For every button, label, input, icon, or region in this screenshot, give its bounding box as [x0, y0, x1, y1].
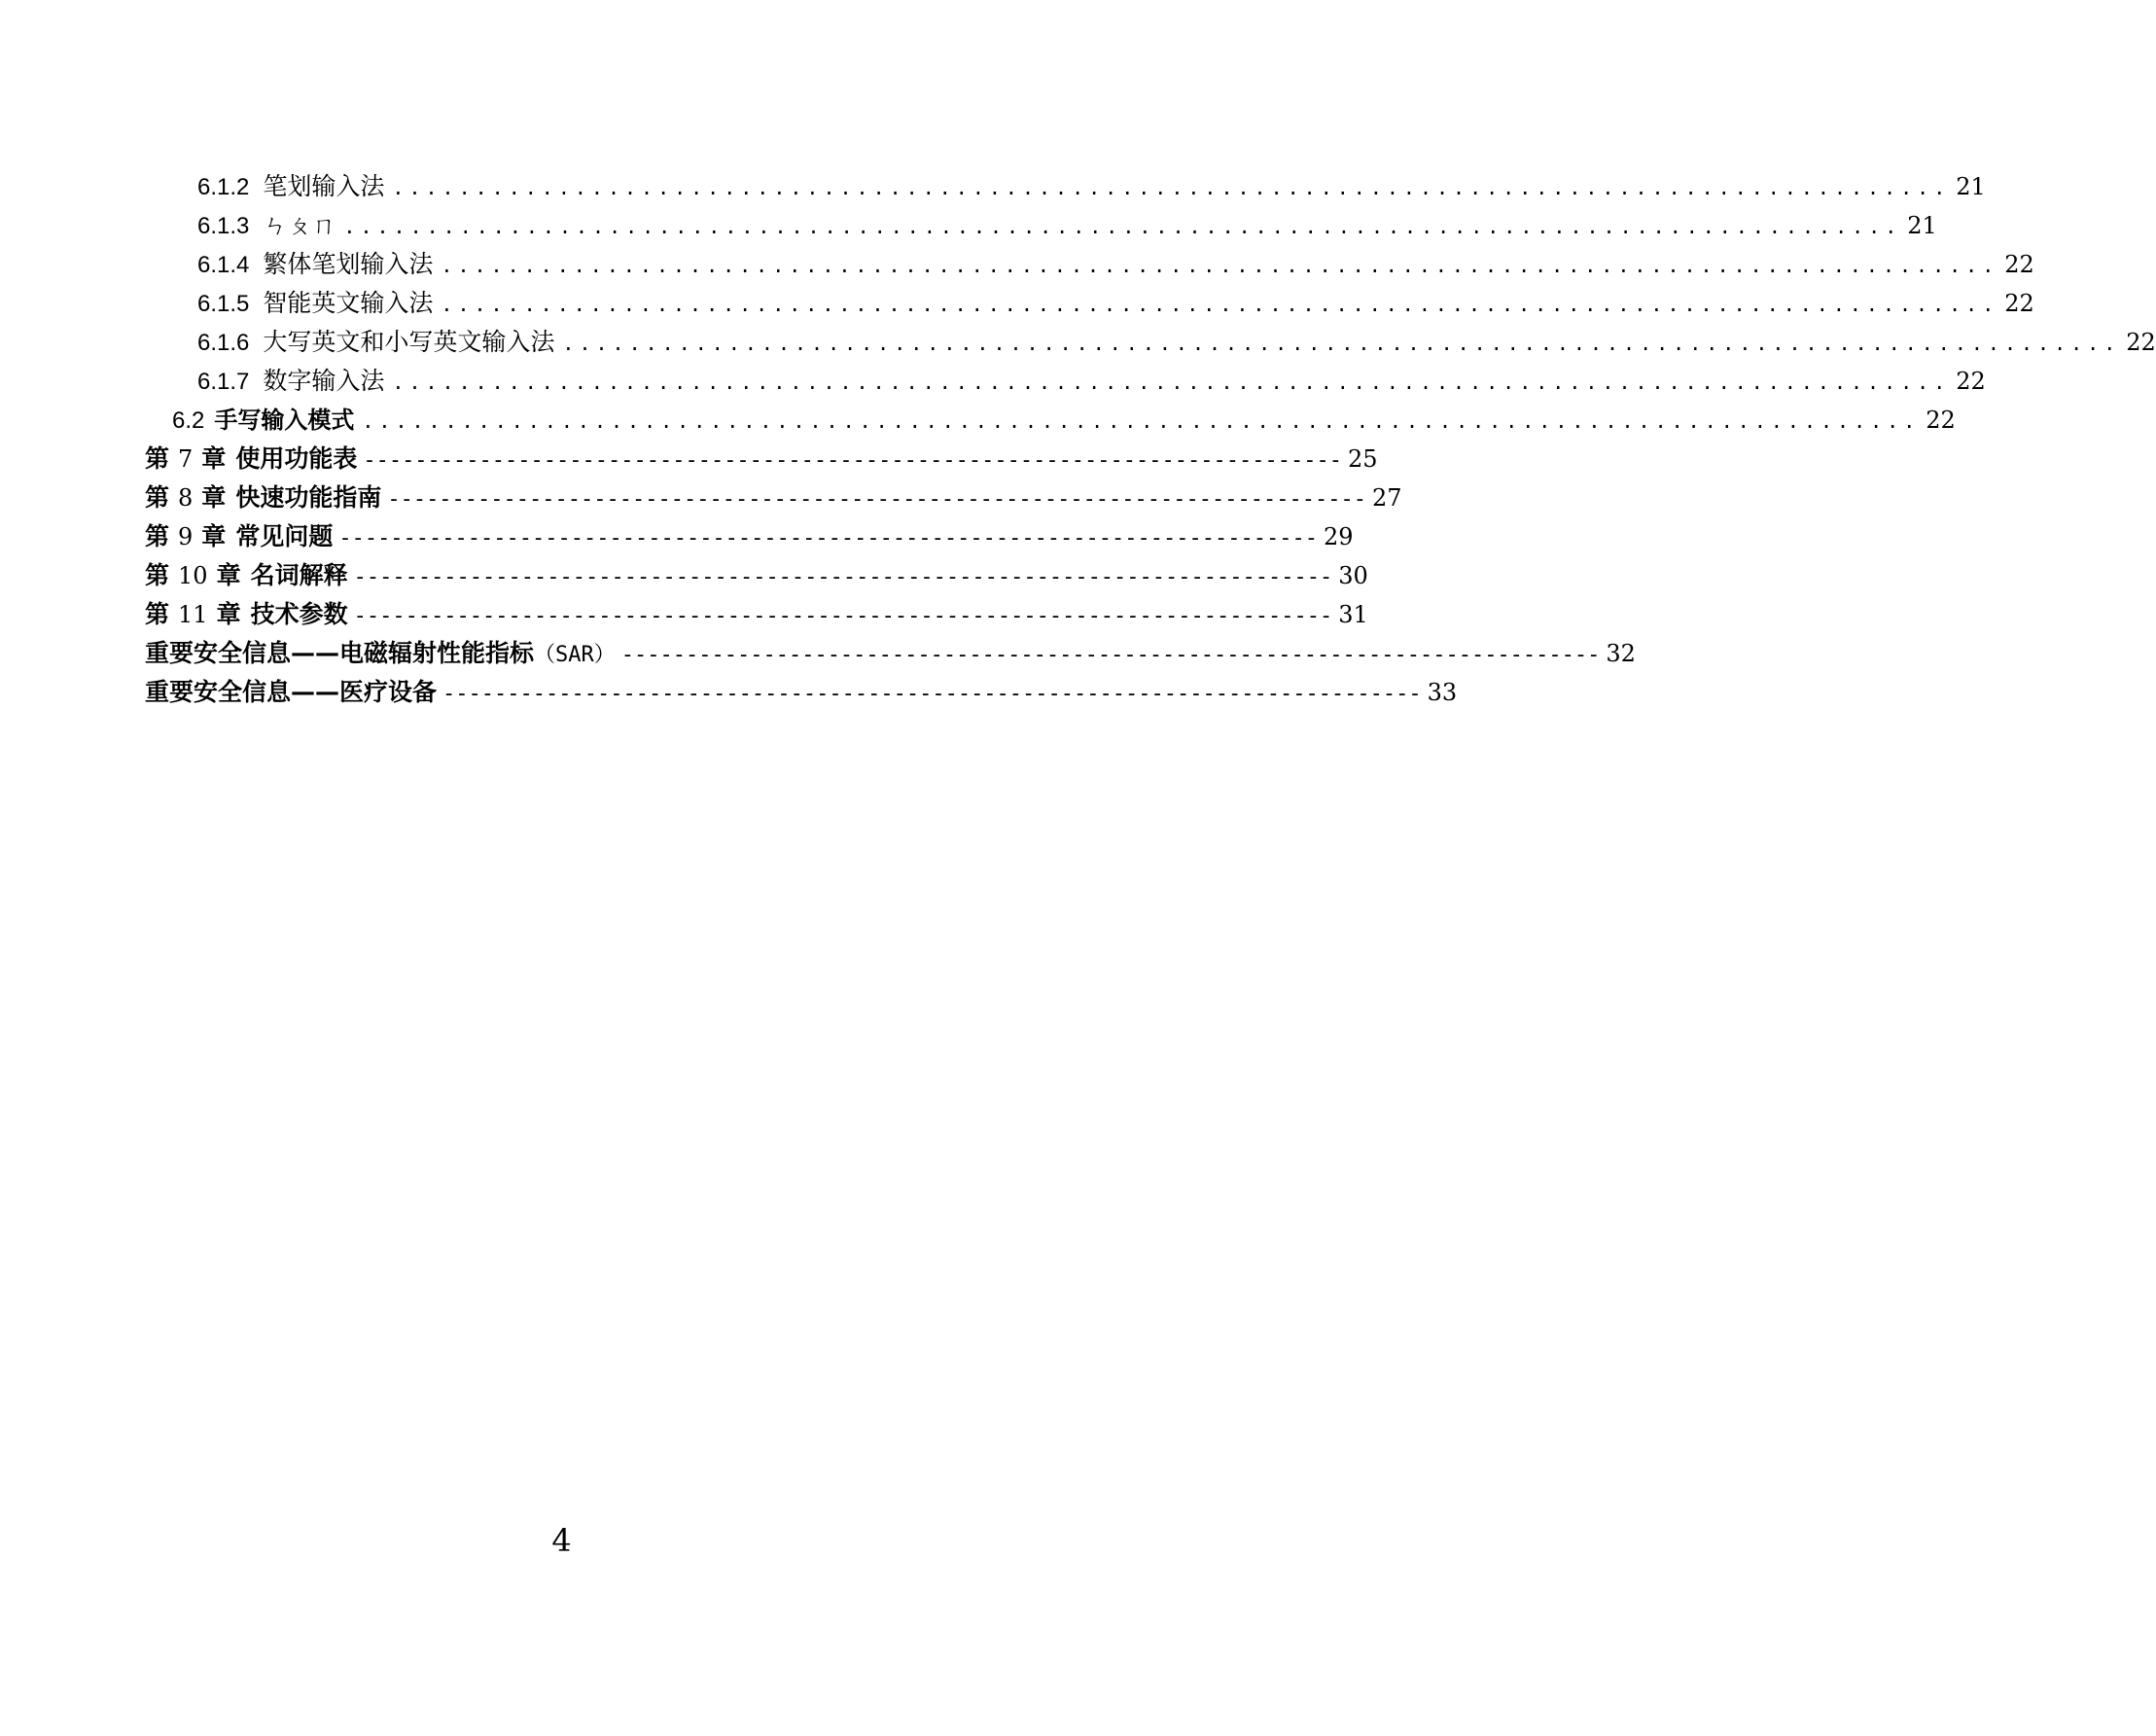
- toc-safety-medical[interactable]: [145, 673, 1458, 712]
- entry-page: 22: [1926, 407, 1956, 434]
- sar-label: （SAR）: [534, 643, 616, 667]
- toc-safety-sar[interactable]: [145, 634, 1636, 673]
- dot-leader: ..............................................................................................: [562, 332, 2121, 355]
- safety-title-text: 重要安全信息——电磁辐射性能指标: [145, 639, 535, 667]
- chapter-suffix: 章: [216, 600, 241, 628]
- chapter-page: 29: [1323, 523, 1354, 550]
- toc-entry-6-1-2[interactable]: [197, 167, 1986, 206]
- dash-leader: ----------------------------------------------------------------------------: [442, 682, 1422, 706]
- entry-title: 繁体笔划输入法: [263, 250, 434, 278]
- chapter-page: 30: [1338, 562, 1368, 589]
- safety-page: 32: [1606, 640, 1636, 667]
- entry-number: 6.1.6: [197, 330, 250, 356]
- entry-number: 6.1.4: [197, 252, 250, 278]
- entry-page: 22: [2004, 251, 2034, 278]
- safety-page: 33: [1427, 679, 1458, 706]
- dot-leader: ..............................................................................................: [392, 176, 1951, 199]
- chapter-prefix: 第: [145, 561, 170, 589]
- dash-leader: ----------------------------------------------------------------------------: [363, 448, 1342, 473]
- dash-leader: ----------------------------------------------------------------------------: [387, 487, 1366, 512]
- entry-title: 手写输入模式: [214, 407, 355, 434]
- dash-leader: ----------------------------------------------------------------------------: [353, 565, 1333, 589]
- chapter-title: 快速功能指南: [235, 483, 382, 512]
- dot-leader: ..............................................................................................: [441, 293, 1999, 316]
- toc-chapter-10[interactable]: [145, 556, 1368, 595]
- entry-title: 智能英文输入法: [263, 289, 434, 317]
- entry-page: 22: [2004, 290, 2034, 317]
- toc-chapter-9[interactable]: [145, 517, 1354, 556]
- toc-chapter-8[interactable]: [145, 478, 1402, 517]
- dot-leader: ..............................................................................................: [392, 371, 1951, 394]
- chapter-title: 技术参数: [250, 600, 348, 628]
- safety-title: [145, 673, 437, 714]
- chapter-number: 7: [178, 445, 194, 473]
- chapter-suffix: 章: [201, 444, 227, 473]
- chapter-page: 25: [1347, 445, 1378, 473]
- toc-chapter-7[interactable]: [145, 440, 1378, 478]
- dot-leader: ..............................................................................................: [343, 215, 1902, 238]
- safety-title: [145, 634, 616, 675]
- chapter-prefix: 第: [145, 522, 170, 550]
- chapter-title: 常见问题: [235, 522, 334, 550]
- page-number: 4: [551, 1522, 572, 1559]
- chapter-number: 10: [178, 562, 208, 589]
- chapter-prefix: 第: [145, 483, 170, 512]
- entry-page: 22: [1956, 368, 1986, 395]
- safety-title-text: 重要安全信息——医疗设备: [145, 678, 438, 706]
- toc-entry-6-1-3[interactable]: [197, 206, 1937, 245]
- chapter-number: 8: [178, 484, 194, 512]
- chapter-suffix: 章: [201, 483, 227, 512]
- toc-entry-6-1-7[interactable]: [197, 362, 1986, 401]
- chapter-title: 名词解释: [250, 561, 348, 589]
- entry-page: 21: [1956, 173, 1986, 200]
- entry-number: 6.1.3: [197, 213, 250, 239]
- toc-entry-6-1-5[interactable]: [197, 284, 2034, 323]
- chapter-number: 11: [178, 601, 208, 628]
- toc-chapter-11[interactable]: [145, 595, 1368, 634]
- entry-title: ㄣㄆㄇ: [263, 211, 336, 239]
- dash-leader: ----------------------------------------------------------------------------: [620, 643, 1601, 667]
- chapter-prefix: 第: [145, 600, 170, 628]
- entry-page: 21: [1907, 212, 1937, 239]
- entry-title: 数字输入法: [263, 367, 385, 395]
- toc-entry-6-2[interactable]: [172, 401, 1956, 440]
- entry-page: 22: [2126, 329, 2156, 356]
- entry-number: 6.1.2: [197, 174, 250, 200]
- chapter-page: 27: [1371, 484, 1402, 512]
- chapter-prefix: 第: [145, 444, 170, 473]
- dash-leader: ----------------------------------------------------------------------------: [338, 526, 1318, 550]
- chapter-suffix: 章: [201, 522, 227, 550]
- entry-number: 6.2: [172, 407, 205, 434]
- entry-title: 笔划输入法: [263, 172, 385, 200]
- chapter-title: 使用功能表: [235, 444, 358, 473]
- dot-leader: ..............................................................................................: [441, 254, 1999, 277]
- entry-number: 6.1.5: [197, 291, 250, 317]
- dot-leader: ..............................................................................................: [362, 409, 1921, 433]
- entry-title: 大写英文和小写英文输入法: [263, 328, 555, 356]
- chapter-suffix: 章: [216, 561, 241, 589]
- chapter-page: 31: [1338, 601, 1368, 628]
- toc-entry-6-1-4[interactable]: [197, 245, 2034, 284]
- entry-number: 6.1.7: [197, 369, 250, 395]
- dash-leader: ----------------------------------------------------------------------------: [353, 604, 1333, 628]
- chapter-number: 9: [178, 523, 194, 550]
- toc-entry-6-1-6[interactable]: [197, 323, 2156, 362]
